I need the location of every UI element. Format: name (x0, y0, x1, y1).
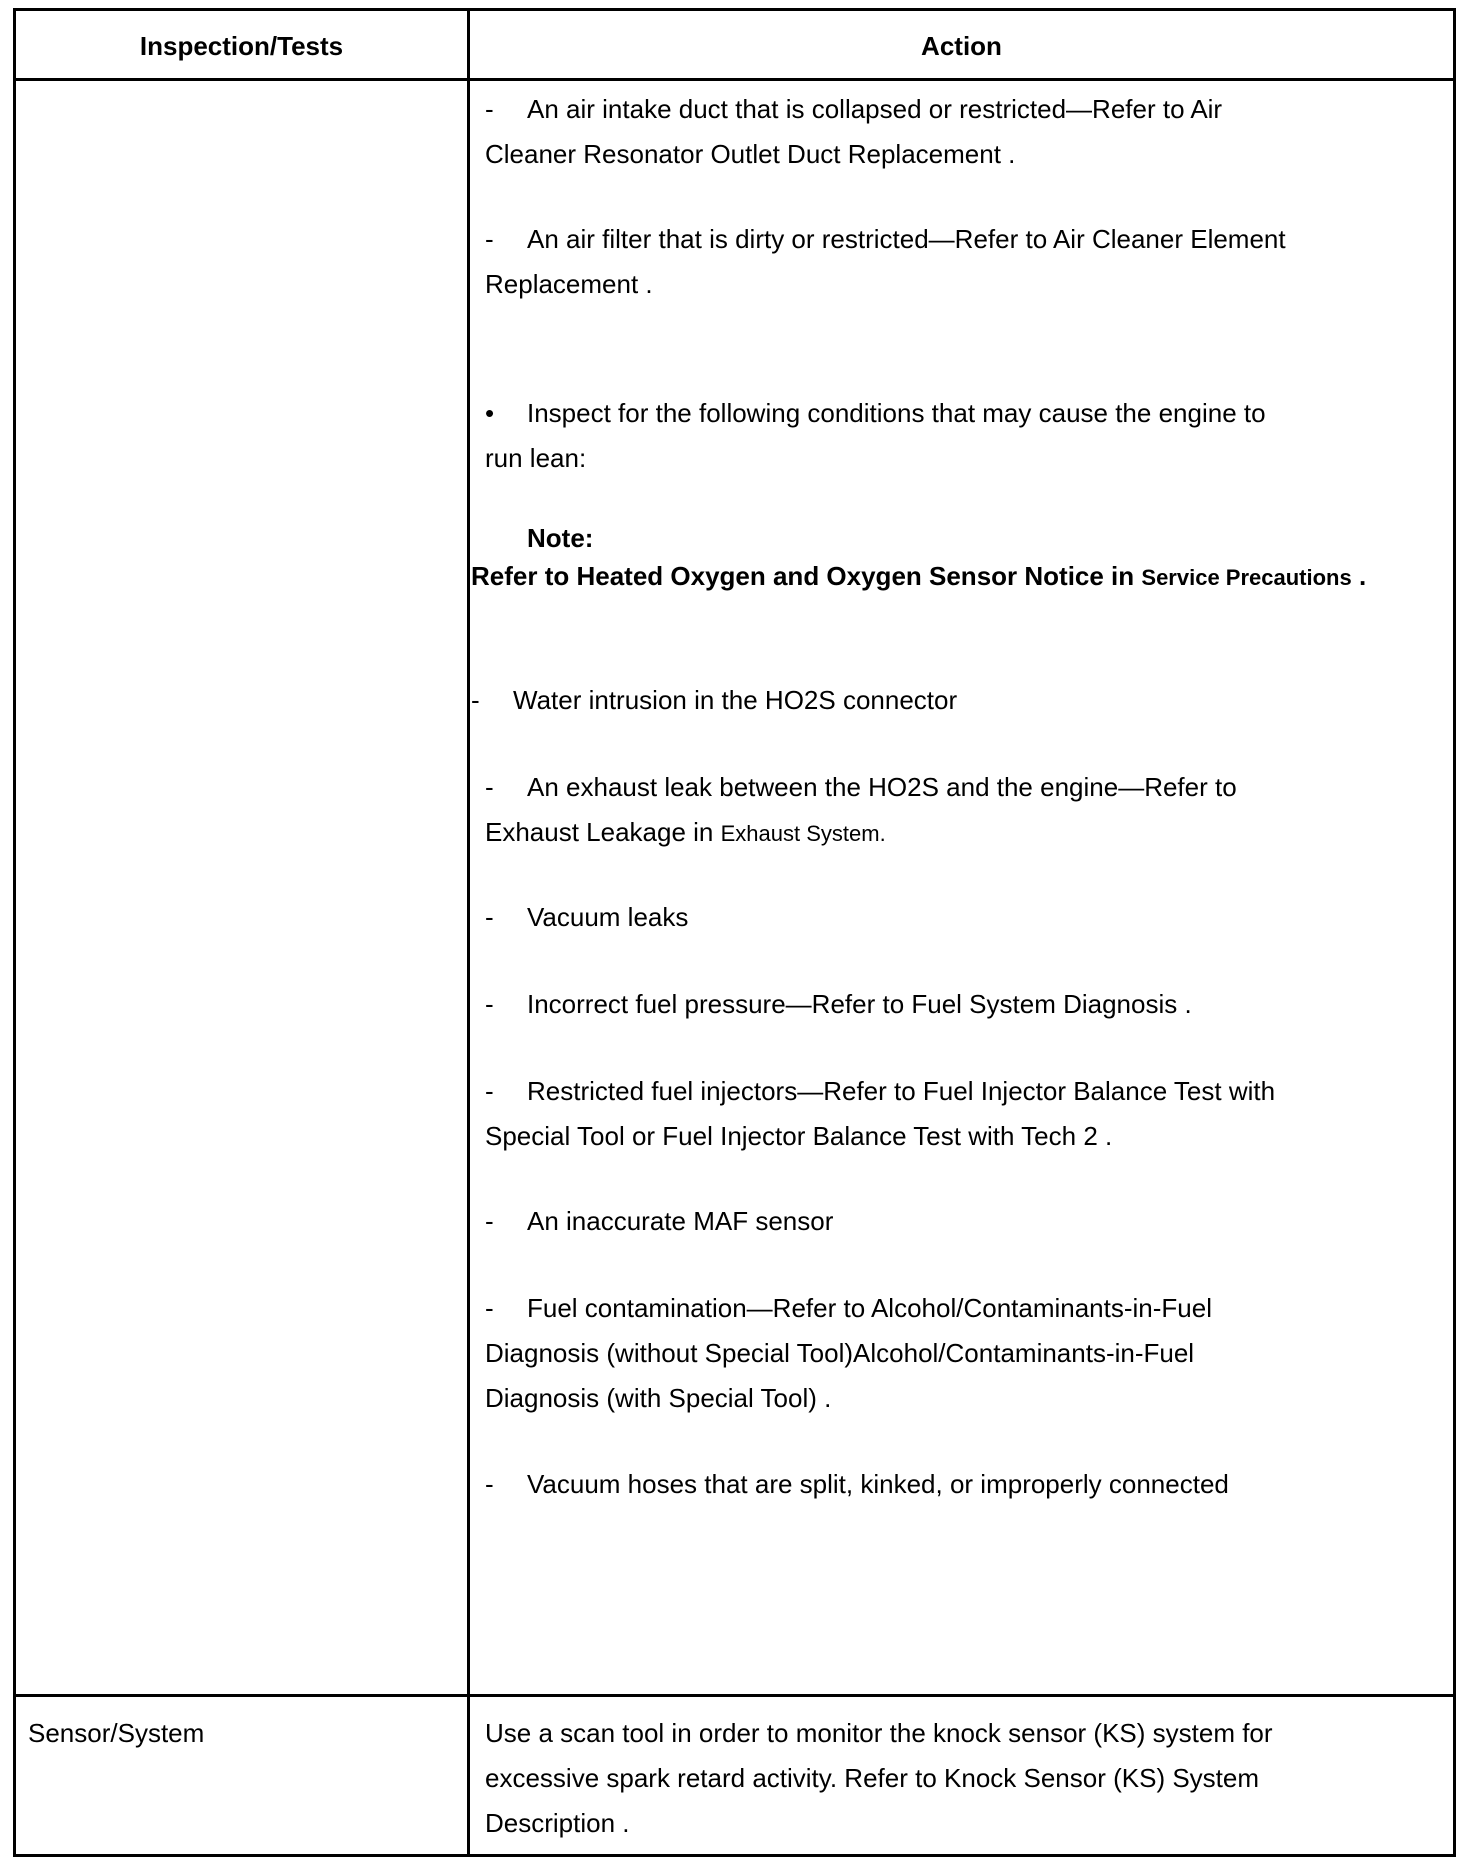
list-item: - An air filter that is dirty or restricted—Refer to Air Cleaner Element Replacement . (485, 224, 1286, 299)
list-item: - Water intrusion in the HO2S connector (471, 685, 958, 715)
header-action: Action (921, 30, 1002, 61)
inspect-lean-conditions: • Inspect for the following conditions that may cause the engine to run lean: (485, 398, 1266, 473)
list-item: - Vacuum leaks (485, 902, 689, 932)
list-item: - An exhaust leak between the HO2S and the engine—Refer to Exhaust Leakage in Exhaust System. (485, 772, 1237, 847)
row-divider (16, 1694, 1453, 1697)
sensor-system-action: Use a scan tool in order to monitor the knock sensor (KS) system for excessive spark retard activity. Refer to Knock Sensor (KS) System Description . (485, 1718, 1273, 1838)
diagnostic-table (13, 8, 1456, 1857)
column-divider (467, 11, 470, 1854)
list-item: - An inaccurate MAF sensor (485, 1206, 834, 1236)
header-inspection-tests: Inspection/Tests (139, 30, 344, 61)
sensor-system-label: Sensor/System (28, 1718, 205, 1748)
list-item: - Incorrect fuel pressure—Refer to Fuel System Diagnosis . (485, 989, 1192, 1019)
list-item: - Vacuum hoses that are split, kinked, or improperly connected (485, 1469, 1229, 1499)
list-item: - Restricted fuel injectors—Refer to Fuel Injector Balance Test with Special Tool or Fuel Injector Balance Test with Tech 2 . (485, 1076, 1276, 1151)
note-label: Note: (527, 523, 594, 553)
list-item: - Fuel contamination—Refer to Alcohol/Contaminants-in-Fuel Diagnosis (without Special Tool)Alcohol/Contaminants-in-Fuel Diagnosis (with Special Tool) . (485, 1293, 1213, 1413)
list-item: - An air intake duct that is collapsed or restricted—Refer to Air Cleaner Resonator Outlet Duct Replacement . (485, 94, 1223, 169)
note-text: Refer to Heated Oxygen and Oxygen Sensor Notice in Service Precautions . (471, 561, 1367, 591)
